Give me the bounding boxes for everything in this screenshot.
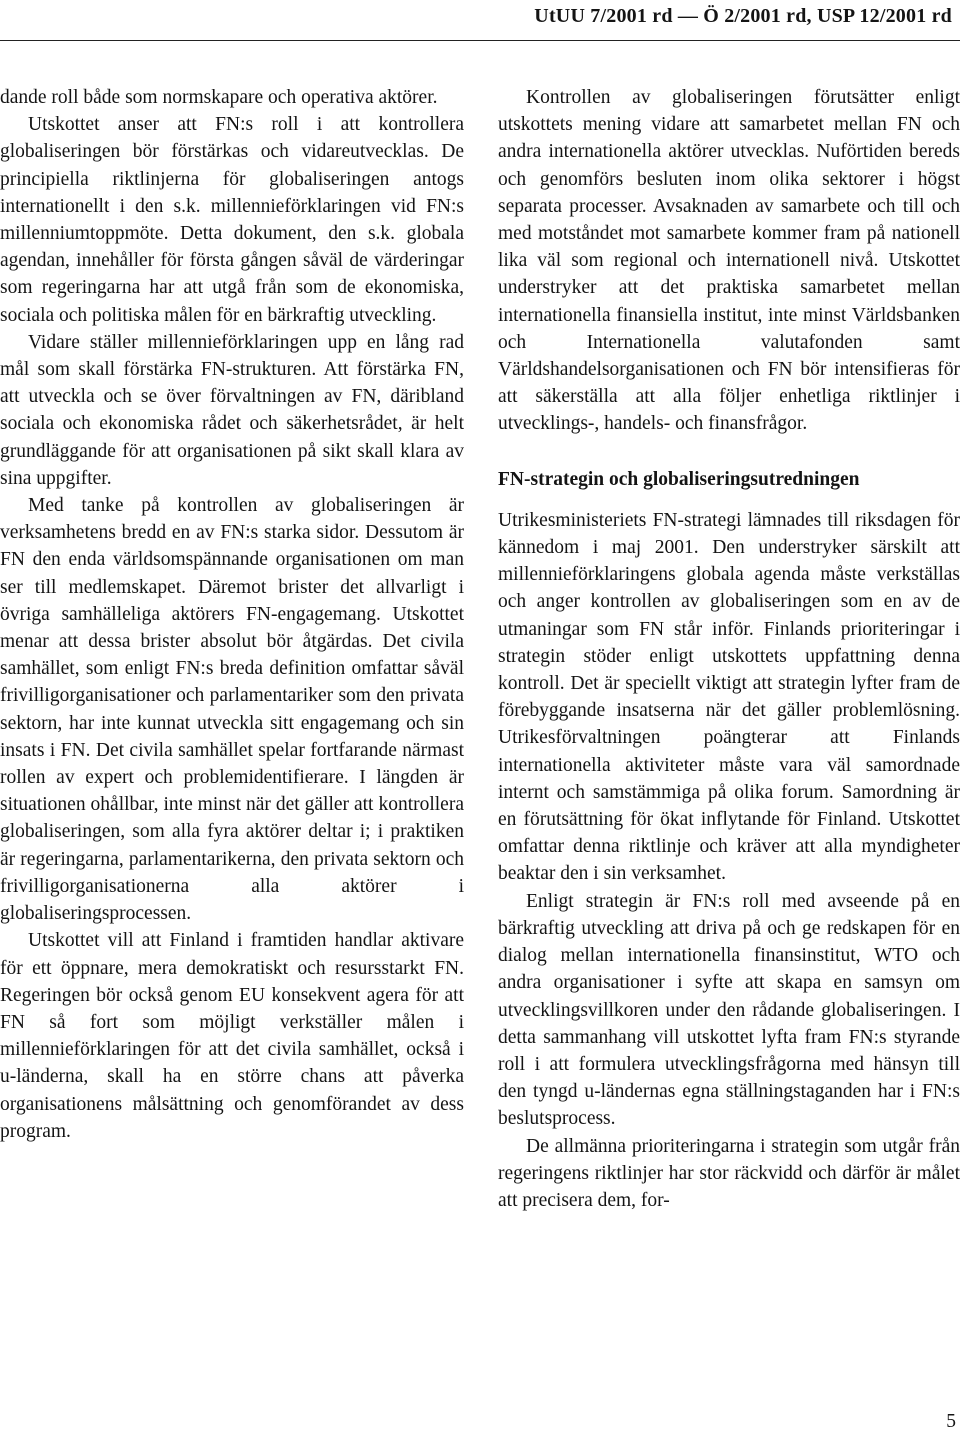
body-paragraph: Utrikesministeriets FN-strategi lämnades till riksdagen för kännedom i maj 2001. Den understryker särskilt att millennieförklaringens globala agenda måste verkställas och anger kontrollen av globaliseringen som en av de utmaningar som FN står inför. Finlands prioriteringar i strategin stöder enligt utskottets uppfattning denna kontroll. Det är speciellt viktigt att strategin lyfter fram de förebyggande insatserna när det gäller problemlösning. Utrikesförvaltningen poängterar att Finlands internationella aktiviteter måste vara väl samordnade internt och samstämmiga på olika forum. Samordning är en förutsättning för ökat inflytande för Finland. Utskottet omfattar denna riktlinje och kräver att alla myndigheter beaktar den i sin verksamhet.	[498, 509, 960, 885]
section-heading: FN-strategin och globaliseringsutredningen	[498, 468, 860, 490]
header-divider	[0, 40, 960, 41]
body-paragraph: Utskottet anser att FN:s roll i att kontrollera globaliseringen bör förstärkas och vidareutvecklas. De principiella riktlinjerna för globaliseringen antogs internationellt i den s.k. millennieförklaringen vid FN:s millenniumtoppmöte. Detta dokument, den s.k. globala agendan, innehåller för första gången såväl de värderingar som regeringarna har att utgå från som de ekonomiska, sociala och politiska målen för en bärkraftig utveckling.	[0, 114, 464, 326]
body-paragraph: Vidare ställer millennieförklaringen upp en lång rad mål som skall förstärka FN-strukturen. Att förstärka FN, att utveckla och se över förvaltningen av FN, däribland sociala och ekonomiska rådet och säkerhetsrådet, är helt grundläggande för att organisationen på sikt skall klara av sina uppgifter.	[0, 331, 464, 489]
body-paragraph: Med tanke på kontrollen av globaliseringen är verksamhetens bredd en av FN:s starka sidor. Dessutom är FN den enda världsomspännande organisationen om man ser till medlemskapet. Däremot brister det allvarligt i övriga samhälleliga aktörers FN-engagemang. Utskottet menar att dessa brister absolut bör åtgärdas. Det civila samhället, som enligt FN:s breda definition omfattar såväl frivilligorganisationer och parlamentariker som den privata sektorn, har inte kunnat utveckla sitt engagemang och sin insats i FN. Det civila samhället spelar fortfarande närmast rollen av expert och problemidentifierare. I längden är situationen ohållbar, inte minst när det gäller att kontrollera globaliseringen, som alla fyra aktörer deltar i; i praktiken är regeringarna, parlamentarikerna, den privata sektorn och frivilligorganisationerna alla aktörer i globaliseringsprocessen.	[0, 495, 464, 925]
page-number: 5	[946, 1411, 956, 1432]
body-paragraph: Kontrollen av globaliseringen förutsätter enligt utskottets mening vidare att samarbetet mellan FN och andra internationella aktörer utvecklas. Nuförtiden bereds och genomförs besluten inom olika sektorer i högst separata processer. Avsaknaden av samarbete och till och med motståndet mot samarbete kommer fram på nationell lika väl som regional och internationell nivå. Utskottet understryker att det praktiska samarbetet mellan internationella finansiella institut, inte minst Världsbanken och Internationella valutafonden samt Världshandelsorganisationen och FN bör intensifieras för att säkerställa att alla följer enhetliga riktlinjer i utvecklings-, handels- och finansfrågor.	[498, 87, 960, 435]
left-column	[0, 84, 464, 1145]
body-paragraph: dande roll både som normskapare och operativa aktörer.	[0, 87, 438, 108]
body-paragraph: Enligt strategin är FN:s roll med avseende på en bärkraftig utveckling att driva på och ge redskapen för en dialog mellan internationella finansinstitut, WTO och andra organisationer i syfte att skapa en samsyn om utvecklingsvillkoren under den rådande globaliseringen. I detta sammanhang vill utskottet lyfta fram FN:s styrande roll i att formulera utvecklingsfrågorna med hänsyn till den tyngd u-ländernas egna ställningstaganden har i FN:s beslutsprocess.	[498, 890, 960, 1130]
right-column	[498, 84, 960, 1214]
body-paragraph: De allmänna prioriteringarna i strategin som utgår från regeringens riktlinjer har stor räckvidd och därför är målet att precisera dem, for-	[498, 1135, 960, 1211]
body-paragraph: Utskottet vill att Finland i framtiden handlar aktivare för ett öppnare, mera demokratiskt och resursstarkt FN. Regeringen bör också genom EU konsekvent agera för att FN så fort som möjligt verkställer målen i millennieförklaringen för att det civila samhället, också i u-länderna, skall ha en större chans att påverka organisationens målsättning och genomförandet av dess program.	[0, 930, 464, 1142]
running-header: UtUU 7/2001 rd — Ö 2/2001 rd, USP 12/2001 rd	[534, 5, 952, 27]
